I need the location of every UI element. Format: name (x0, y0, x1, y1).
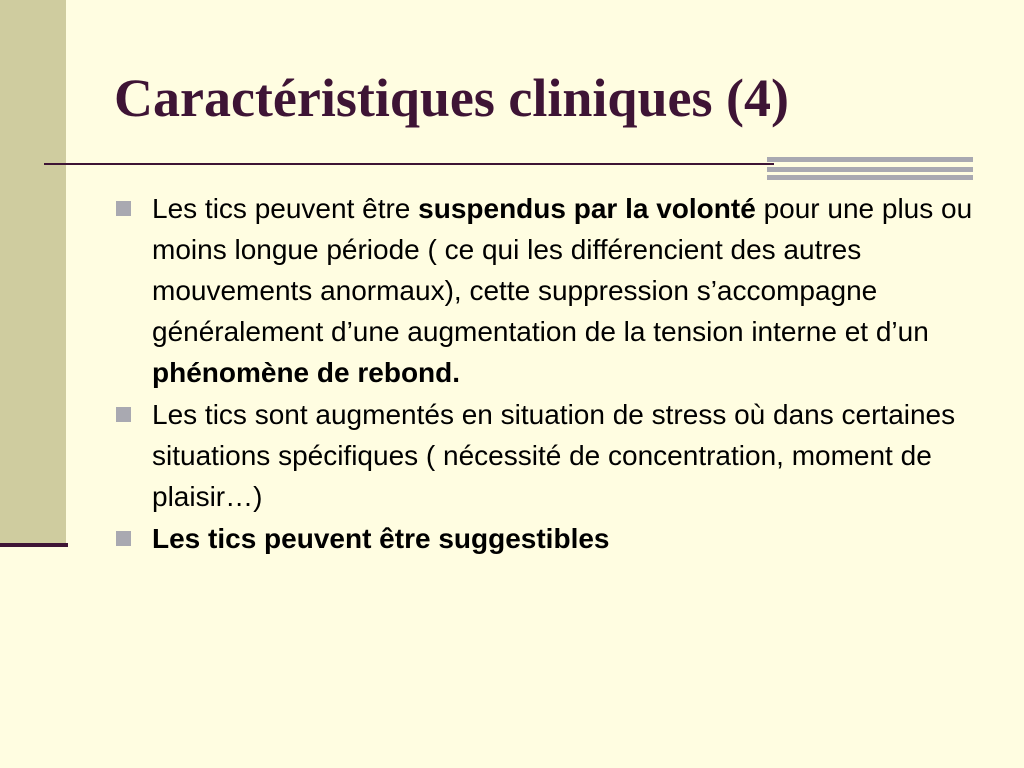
bullet-item (114, 518, 974, 559)
bullet-emphasis: phénomène de rebond. (152, 357, 461, 388)
left-band-rule (0, 543, 68, 547)
accent-bar (767, 167, 973, 172)
slide-title: Caractéristiques cliniques (4) (114, 68, 789, 128)
bullet-emphasis: Les tics peuvent être suggestibles (152, 523, 610, 554)
bullet-text: Les tics sont augmentés en situation de stress où dans certaines situations spécifiques ( nécessité de concentration, moment de plaisir…) (152, 399, 956, 512)
bullet-text: Les tics peuvent être (152, 193, 419, 224)
accent-bar (767, 157, 973, 162)
square-bullet-icon (116, 407, 131, 422)
bullet-emphasis: suspendus par la volonté (418, 193, 756, 224)
accent-bar (767, 175, 973, 180)
square-bullet-icon (116, 531, 131, 546)
title-divider (44, 163, 774, 165)
left-decorative-band (0, 0, 66, 545)
bullet-item (114, 394, 974, 517)
bullet-item (114, 188, 974, 393)
bullet-list (114, 188, 974, 559)
bullet-text: pour une plus ou moins longue période ( ce qui les différencient des autres mouvements anormaux), cette suppression s’accompagne généralement d’une augmentation de la tension interne et d’un (152, 193, 973, 347)
square-bullet-icon (116, 201, 131, 216)
